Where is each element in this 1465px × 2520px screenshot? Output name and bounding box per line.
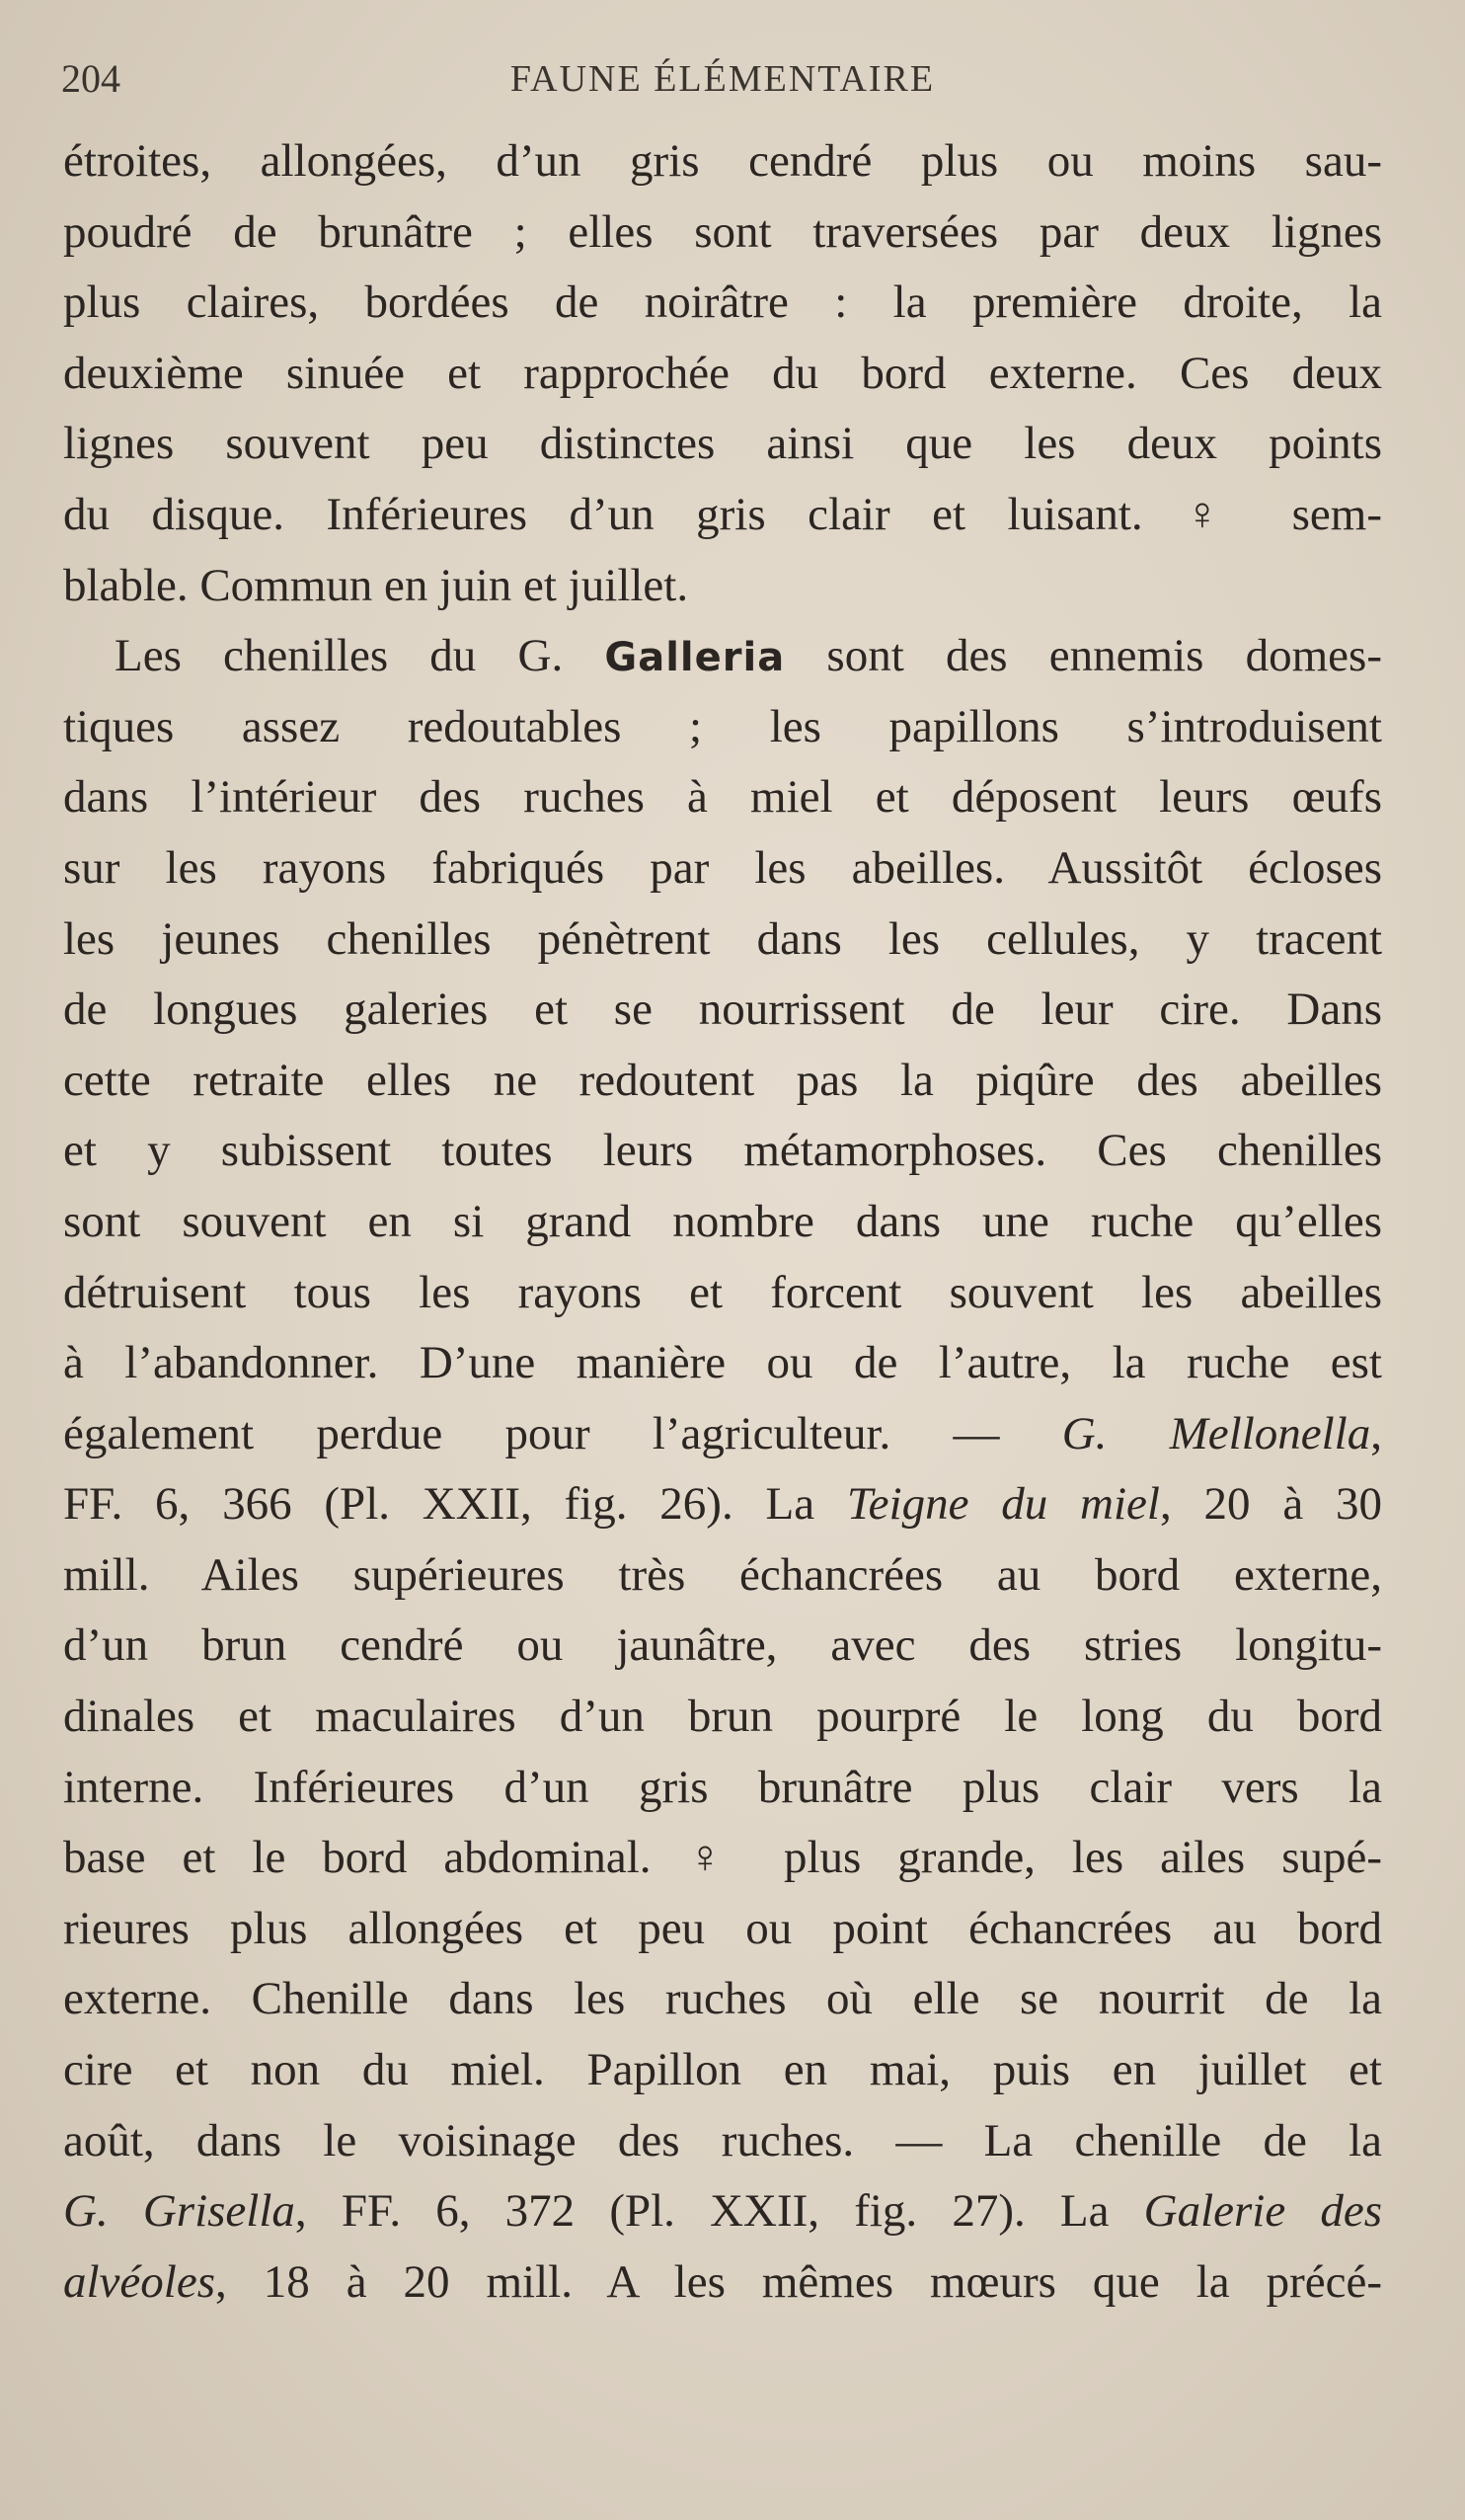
text-segment: , 18 à 20 mill. A les mêmes mœurs que la précé- xyxy=(215,2255,1382,2308)
text-segment: Les chenilles du G. xyxy=(115,630,605,682)
common-name: Galerie des xyxy=(1143,2185,1382,2238)
common-name: alvéoles xyxy=(63,2255,215,2308)
text-line: sont souvent en si grand nombre dans une ruche qu’elles xyxy=(63,1195,1382,1247)
text-line: blable. Commun en juin et juillet. xyxy=(63,559,689,611)
text-line: d’un brun cendré ou jaunâtre, avec des stries longitu- xyxy=(63,1619,1382,1672)
text-line: plus claires, bordées de noirâtre : la première droite, la xyxy=(63,276,1382,329)
text-line: deuxième sinuée et rapprochée du bord externe. Ces deux xyxy=(63,347,1382,399)
text-line: externe. Chenille dans les ruches où elle se nourrit de la xyxy=(63,1973,1382,2025)
genus-name-galleria: Galleria xyxy=(604,635,786,681)
species-name: G. Mellonella xyxy=(1061,1407,1371,1459)
text-line: rieures plus allongées et peu ou point échancrées au bord xyxy=(63,1902,1382,1954)
text-line: lignes souvent peu distinctes ainsi que les deux points xyxy=(63,418,1382,470)
text-line: étroites, allongées, d’un gris cendré plus ou moins sau- xyxy=(63,135,1382,187)
text-line: interne. Inférieures d’un gris brunâtre plus clair vers la xyxy=(63,1761,1382,1813)
text-line: cette retraite elles ne redoutent pas la piqûre des abeilles xyxy=(63,1054,1382,1106)
text-segment: , 20 à 30 xyxy=(1159,1478,1382,1531)
text-segment: également perdue pour l’agriculteur. — xyxy=(63,1407,1062,1459)
common-name: Teigne du miel xyxy=(846,1478,1160,1531)
text-line: les jeunes chenilles pénètrent dans les cellules, y tracent xyxy=(63,912,1382,965)
text-line: mill. Ailes supérieures très échancrées au bord externe, xyxy=(63,1548,1382,1601)
text-line xyxy=(63,2247,1382,2319)
text-segment: FF. 6, 366 (Pl. XXII, fig. 26). La xyxy=(63,1478,847,1531)
text-line: base et le bord abdominal. ♀ plus grande, les ailes supé- xyxy=(63,1832,1382,1884)
text-line: sur les rayons fabriqués par les abeilles. Aussitôt écloses xyxy=(63,841,1382,894)
page-header xyxy=(61,49,1384,109)
text-segment: , xyxy=(1370,1407,1382,1459)
species-name: G. Grisella xyxy=(63,2185,295,2238)
text-line: à l’abandonner. D’une manière ou de l’autre, la ruche est xyxy=(63,1337,1382,1389)
text-line: tiques assez redoutables ; les papillons s’introduisent xyxy=(63,700,1382,752)
text-line: dans l’intérieur des ruches à miel et déposent leurs œufs xyxy=(63,771,1382,824)
text-line: poudré de brunâtre ; elles sont traversées par deux lignes xyxy=(63,205,1382,258)
text-segment: sont des ennemis domes- xyxy=(785,630,1382,682)
text-line: du disque. Inférieures d’un gris clair et luisant. ♀ sem- xyxy=(63,488,1382,540)
text-line: et y subissent toutes leurs métamorphoses. Ces chenilles xyxy=(63,1125,1382,1177)
text-line xyxy=(63,2176,1382,2247)
text-segment: , FF. 6, 372 (Pl. XXII, fig. 27). La xyxy=(294,2185,1144,2238)
running-title: FAUNE ÉLÉMENTAIRE xyxy=(509,58,936,100)
text-line xyxy=(63,621,1382,692)
text-line: de longues galeries et se nourrissent de leur cire. Dans xyxy=(63,984,1382,1036)
text-line xyxy=(63,1399,1382,1470)
body-text xyxy=(63,126,1382,2318)
text-line: cire et non du miel. Papillon en mai, puis en juillet et xyxy=(63,2044,1382,2096)
text-line: dinales et maculaires d’un brun pourpré le long du bord xyxy=(63,1691,1382,1743)
text-line: détruisent tous les rayons et forcent souvent les abeilles xyxy=(63,1266,1382,1318)
text-line xyxy=(63,1469,1382,1540)
text-line: août, dans le voisinage des ruches. — La chenille de la xyxy=(63,2114,1382,2166)
page-number: 204 xyxy=(61,56,120,101)
